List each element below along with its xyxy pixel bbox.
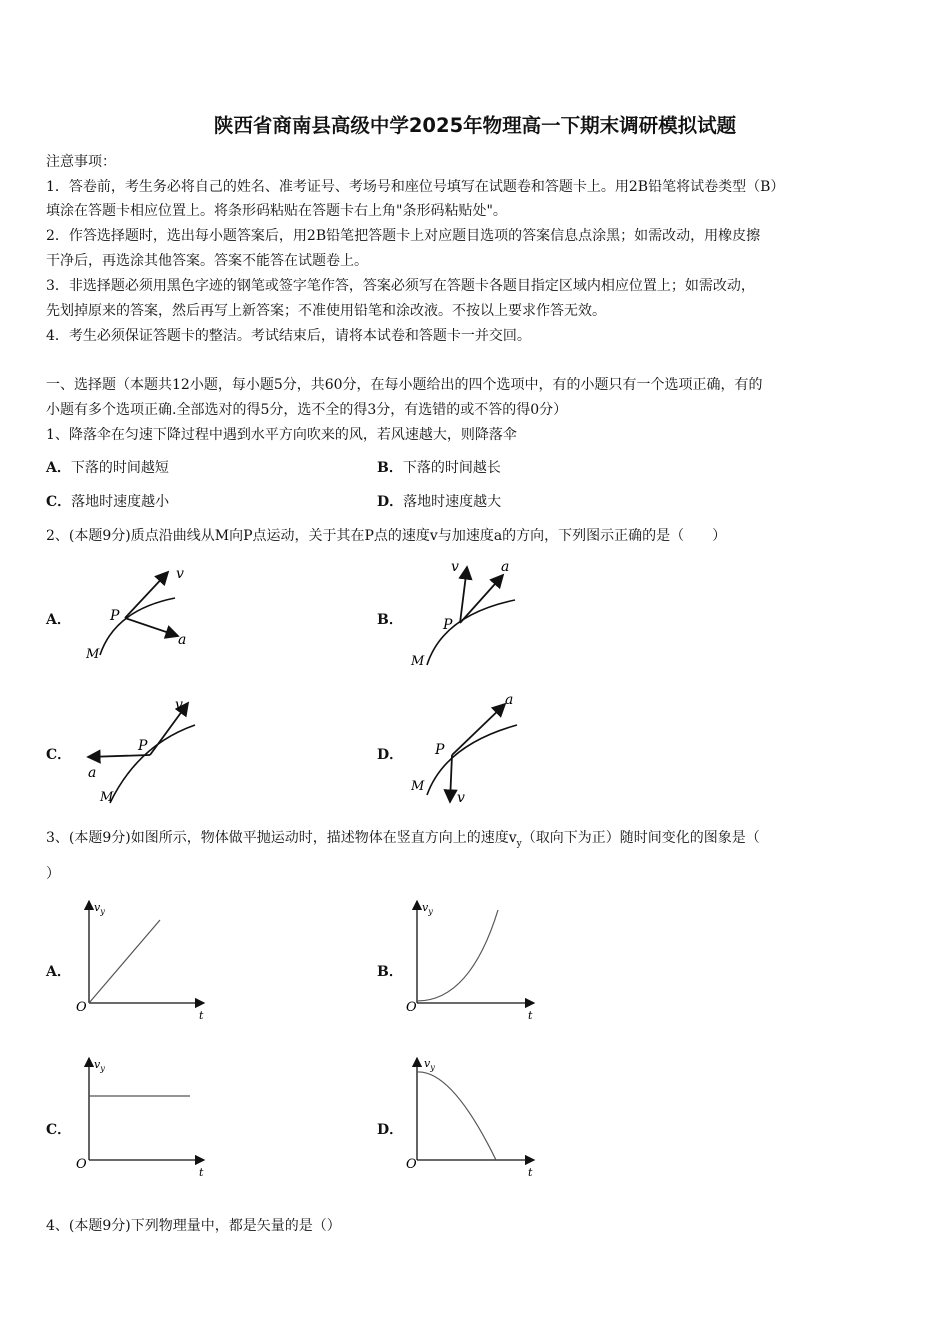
- q1-option-a[interactable]: A．下落的时间越短: [46, 460, 169, 476]
- axis-vy: $v_y$: [422, 901, 433, 916]
- q3-stem-cont: ）: [46, 866, 60, 882]
- q3-option-c[interactable]: C．: [46, 1122, 72, 1138]
- label-p: P: [110, 608, 120, 624]
- axis-t: t: [528, 1166, 533, 1179]
- q2-diagram-c: [80, 695, 210, 810]
- label-a: a: [178, 632, 187, 648]
- q2-option-b[interactable]: B．: [377, 612, 403, 628]
- axis-t: t: [528, 1009, 533, 1022]
- notice-item: 2．作答选择题时，选出每小题答案后，用2B铅笔把答题卡上对应题目选项的答案信息点涂黑；如需改动，用橡皮擦: [46, 228, 761, 244]
- q4-stem: 4、(本题9分)下列物理量中，都是矢量的是（）: [46, 1218, 341, 1234]
- label-p: P: [138, 738, 148, 754]
- label-v: v: [176, 566, 184, 582]
- notice-item: 干净后，再选涂其他答案。答案不能答在试题卷上。: [46, 253, 368, 269]
- label-p: P: [435, 742, 445, 758]
- q2-option-c[interactable]: C．: [46, 747, 72, 763]
- notice-item: 3．非选择题必须用黑色字迹的钢笔或签字笔作答，答案必须写在答题卡各题目指定区域内相应位置上；如需改动，: [46, 278, 755, 294]
- q3-stem: 3、(本题9分)如图所示，物体做平抛运动时，描述物体在竖直方向上的速度$v_y$（取向下为正）随时间变化的图象是（: [46, 830, 760, 849]
- origin-label: O: [406, 1000, 417, 1015]
- section-heading: 一、选择题（本题共12小题，每小题5分，共60分，在每小题给出的四个选项中，有的小题只有一个选项正确，有的: [46, 377, 763, 393]
- axis-vy: $v_y$: [94, 901, 105, 916]
- q2-diagram-d: [405, 690, 535, 810]
- q3-graph-b: [402, 895, 542, 1025]
- axis-vy: $v_y$: [424, 1057, 435, 1072]
- label-m: M: [411, 654, 425, 669]
- notice-item: 填涂在答题卡相应位置上。将条形码粘贴在答题卡右上角"条形码粘贴处"。: [46, 203, 507, 219]
- q2-stem: 2、(本题9分)质点沿曲线从M向P点运动，关于其在P点的速度v与加速度a的方向，下列图示正确的是（ ）: [46, 528, 727, 544]
- section-heading-cont: 小题有多个选项正确.全部选对的得5分，选不全的得3分，有选错的或不答的得0分）: [46, 402, 568, 418]
- label-v: v: [175, 697, 183, 713]
- q1-option-b[interactable]: B．下落的时间越长: [377, 460, 501, 476]
- label-v: v: [457, 790, 465, 806]
- q3-option-d[interactable]: D．: [377, 1122, 404, 1138]
- page-title: 陕西省商南县高级中学2025年物理高一下期末调研模拟试题: [213, 114, 737, 137]
- q3-graph-a: [72, 895, 212, 1025]
- label-a: a: [88, 765, 97, 781]
- label-m: M: [100, 790, 114, 805]
- axis-t: t: [199, 1166, 204, 1179]
- label-m: M: [86, 647, 100, 662]
- q1-option-d[interactable]: D．落地时速度越大: [377, 494, 502, 510]
- q2-diagram-a: [80, 560, 200, 670]
- q2-diagram-b: [405, 555, 535, 670]
- notice-item: 先划掉原来的答案，然后再写上新答案；不准使用铅笔和涂改液。不按以上要求作答无效。: [46, 303, 606, 319]
- label-a: a: [501, 559, 510, 575]
- q3-graph-d: [402, 1052, 542, 1182]
- origin-label: O: [76, 1157, 87, 1172]
- label-v: v: [451, 559, 459, 575]
- q3-option-b[interactable]: B．: [377, 964, 403, 980]
- axis-vy: $v_y$: [94, 1058, 105, 1073]
- q3-graph-c: [72, 1052, 212, 1182]
- label-m: M: [411, 779, 425, 794]
- q1-option-c[interactable]: C．落地时速度越小: [46, 494, 170, 510]
- axis-t: t: [199, 1009, 204, 1022]
- label-p: P: [443, 617, 453, 633]
- notice-item: 1．答卷前，考生务必将自己的姓名、准考证号、考场号和座位号填写在试题卷和答题卡上。用2B铅笔将试卷类型（B）: [46, 179, 785, 195]
- q2-option-d[interactable]: D．: [377, 747, 404, 763]
- q2-option-a[interactable]: A．: [46, 612, 71, 628]
- notice-item: 4．考生必须保证答题卡的整洁。考试结束后，请将本试卷和答题卡一并交回。: [46, 328, 531, 344]
- q3-option-a[interactable]: A．: [46, 964, 71, 980]
- origin-label: O: [406, 1157, 417, 1172]
- label-a: a: [505, 692, 514, 708]
- origin-label: O: [76, 1000, 87, 1015]
- q1-stem: 1、降落伞在匀速下降过程中遇到水平方向吹来的风，若风速越大，则降落伞: [46, 427, 517, 443]
- notice-heading: 注意事项：: [46, 154, 116, 170]
